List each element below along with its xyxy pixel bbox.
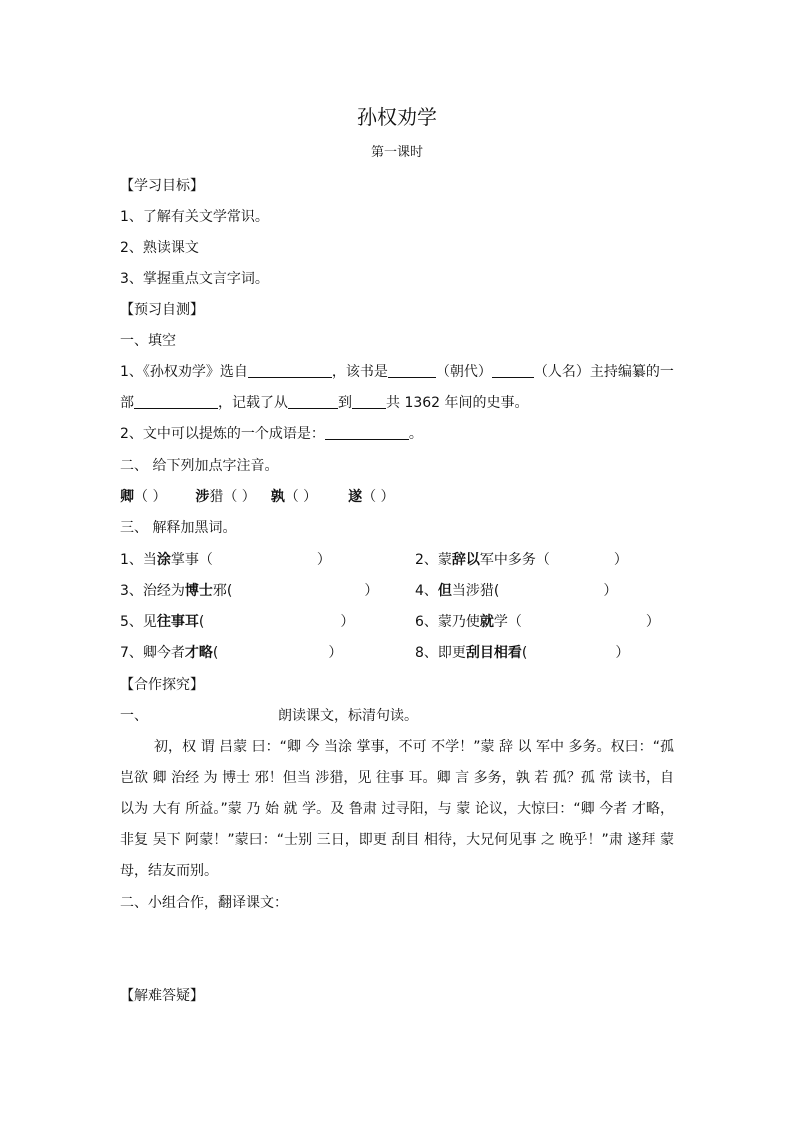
pinyin-item: 涉猎（ ） xyxy=(195,489,256,505)
pinyin-heading: 二、 给下列加点字注音。 xyxy=(120,458,279,474)
page-subtitle: 第一课时 xyxy=(370,145,423,160)
fill-heading: 一、填空 xyxy=(120,333,176,349)
answer-blank[interactable] xyxy=(288,394,338,409)
section-header-coop: 【合作探究】 xyxy=(120,677,204,693)
fill-question-2: 2、文中可以提炼的一个成语是： 。 xyxy=(120,426,423,442)
coop-task-1: 一、 朗读课文，标清句读。 xyxy=(120,708,418,724)
explain-item: 6、蒙乃使就学（ ） xyxy=(415,614,660,630)
answer-blank[interactable] xyxy=(134,394,218,409)
page-title: 孙权劝学 xyxy=(357,105,437,129)
answer-blank[interactable] xyxy=(248,363,332,378)
section-header-preview: 【预习自测】 xyxy=(120,302,204,318)
explain-item: 7、卿今者才略( ） xyxy=(120,645,343,661)
section-header-solve: 【解难答疑】 xyxy=(120,988,204,1004)
pinyin-item: 遂（ ） xyxy=(348,489,395,505)
explain-item: 2、蒙辞以军中多务（ ） xyxy=(415,552,628,568)
goal-item: 2、熟读课文 xyxy=(120,240,199,256)
answer-blank[interactable] xyxy=(492,363,534,378)
pinyin-item: 孰（ ） xyxy=(270,489,318,505)
explain-item: 5、见往事耳( ） xyxy=(120,614,355,630)
classical-passage: 初，权 谓 吕蒙 曰：“卿 今 当涂 掌事，不可 不学！”蒙 辞 以 军中 多务。权曰：“孤 岂欲 卿 治经 为 博士 邪！但当 涉猎，见 往事 耳。卿 言 多务，孰 若 孤？孤 常 读书，自以为 大有 所益。”蒙 乃 始 就 学。及 鲁肃 过寻阳，与 蒙 论议，大惊曰：“卿 今者 才略，非复 吴下 阿蒙！”蒙曰：“士别 三日，即更 刮目 相待，大兄何见事 之 晚乎！”肃 遂拜 蒙母，结友而别。 xyxy=(120,739,674,879)
explain-item: 8、即更刮目相看( ） xyxy=(415,645,630,661)
pinyin-item: 卿（ ） xyxy=(120,489,167,505)
section-header-goals: 【学习目标】 xyxy=(120,178,204,194)
explain-item: 4、但当涉猎( ） xyxy=(415,583,618,599)
goal-item: 1、了解有关文学常识。 xyxy=(120,209,269,225)
answer-blank[interactable] xyxy=(352,394,386,409)
coop-task-2: 二、小组合作，翻译课文： xyxy=(120,895,288,911)
explain-item: 3、治经为博士邪( ） xyxy=(120,583,379,599)
answer-blank[interactable] xyxy=(325,425,409,440)
fill-question-1-cont: 部 ，记载了从 到 共 1362 年间的史事。 xyxy=(120,395,529,411)
goal-item: 3、掌握重点文言字词。 xyxy=(120,271,269,287)
answer-blank[interactable] xyxy=(388,363,436,378)
explain-item: 1、当涂掌事（ ） xyxy=(120,552,331,568)
fill-question-1: 1、《孙权劝学》选自 ，该书是 （朝代） （人名）主持编纂的一 xyxy=(120,364,674,380)
explain-heading: 三、 解释加黑词。 xyxy=(120,520,237,536)
pinyin-row xyxy=(120,487,395,507)
